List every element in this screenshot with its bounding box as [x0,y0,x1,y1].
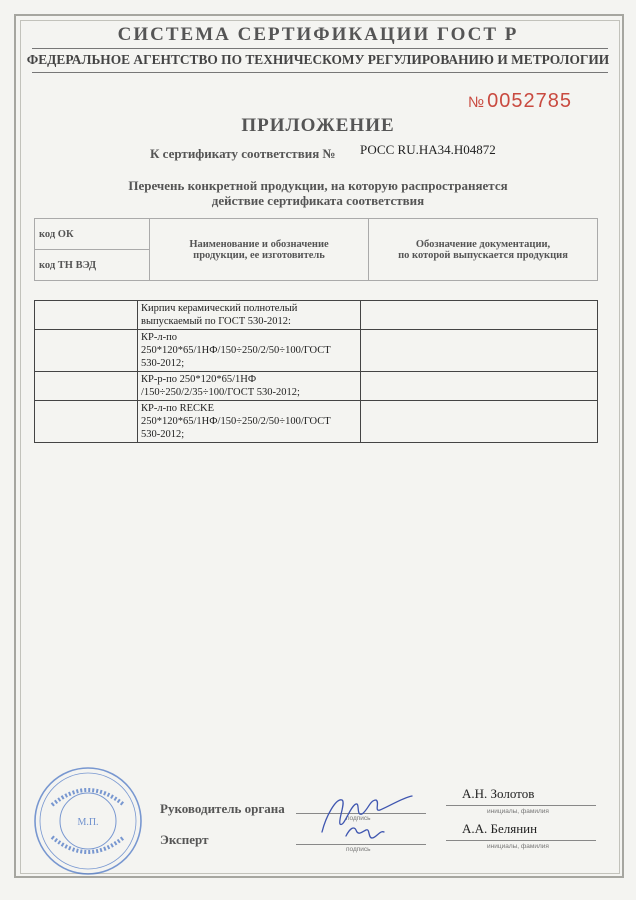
product-name-line: Кирпич керамический полнотелый [141,303,298,314]
code-cell [35,301,138,330]
expert-name-line [446,840,596,841]
head-signature-caption: подпись [346,815,371,822]
certificate-number: РОСС RU.НА34.Н04872 [360,142,496,157]
expert-signature-caption: подпись [346,846,371,853]
agency-title: ФЕДЕРАЛЬНОЕ АГЕНТСТВО ПО ТЕХНИЧЕСКОМУ РЕГУЛИРОВАНИЮ И МЕТРОЛОГИИ [26,52,610,67]
product-name-line: выпускаемый по ГОСТ 530-2012: [141,316,291,327]
head-of-body-label: Руководитель органа [160,801,285,816]
product-name-line: КР-л-по [141,332,177,343]
expert-name: А.А. Белянин [462,821,538,836]
code-cell [35,330,138,372]
product-name-cell [138,372,361,401]
doc-cell [361,372,598,401]
head-name-caption: инициалы, фамилия [487,808,549,815]
column-doc-header [369,219,598,281]
code-cell [35,401,138,443]
product-name-line: 530-2012; [141,429,185,440]
annex-title: ПРИЛОЖЕНИЕ [241,115,395,136]
doc-cell [361,330,598,372]
code-tnved-label: код ТН ВЭД [35,250,150,281]
divider [32,72,608,73]
stamp-lettering-bottom [52,837,124,852]
code-cell [35,372,138,401]
expert-signature [346,828,384,838]
system-title: СИСТЕМА СЕРТИФИКАЦИИ ГОСТ Р [117,24,519,45]
product-list-heading [0,178,636,208]
product-name-line: /150÷250/2/35÷100/ГОСТ 530-2012; [141,387,300,398]
table-row [35,401,598,443]
certificate-reference-label: К сертификату соответствия № [150,146,336,161]
doc-cell [361,401,598,443]
head-name-line [446,805,596,806]
column-name-line-2: продукции, ее изготовитель [193,249,325,261]
stamp-lettering-top [52,790,124,805]
product-name-line: КР-р-по 250*120*65/1НФ [141,374,257,385]
doc-cell [361,301,598,330]
products-table [34,300,598,443]
column-doc-line-2: по которой выпускается продукция [398,249,568,261]
product-name-cell [138,301,361,330]
divider [32,48,608,49]
code-ok-label: код ОК [35,219,150,250]
handwritten-signatures [310,786,420,850]
heading-line-2: действие сертификата соответствия [211,193,425,208]
head-name: А.Н. Золотов [462,786,535,801]
expert-name-caption: инициалы, фамилия [487,843,549,850]
product-name-line: 530-2012; [141,358,185,369]
product-name-line: 250*120*65/1НФ/150÷250/2/50÷100/ГОСТ [141,416,331,427]
product-name-line: КР-л-по RECKE [141,403,214,414]
heading-line-1: Перечень конкретной продукции, на которую распространяется [128,178,508,193]
serial-number [468,90,572,113]
column-name-line-1: Наименование и обозначение [189,238,329,250]
table-row [35,301,598,330]
expert-label: Эксперт [160,832,209,847]
product-name-cell [138,330,361,372]
serial-prefix: № [468,94,485,111]
column-doc-line-1: Обозначение документации, [415,238,551,250]
table-row [35,372,598,401]
product-name-cell [138,401,361,443]
stamp-center-text: М.П. [77,817,99,828]
column-header-table [34,218,598,281]
column-name-header [150,219,369,281]
seal-stamp [32,765,144,877]
table-row [35,330,598,372]
head-signature [322,796,412,832]
product-name-line: 250*120*65/1НФ/150÷250/2/50÷100/ГОСТ [141,345,331,356]
serial-value: 0052785 [487,90,572,112]
